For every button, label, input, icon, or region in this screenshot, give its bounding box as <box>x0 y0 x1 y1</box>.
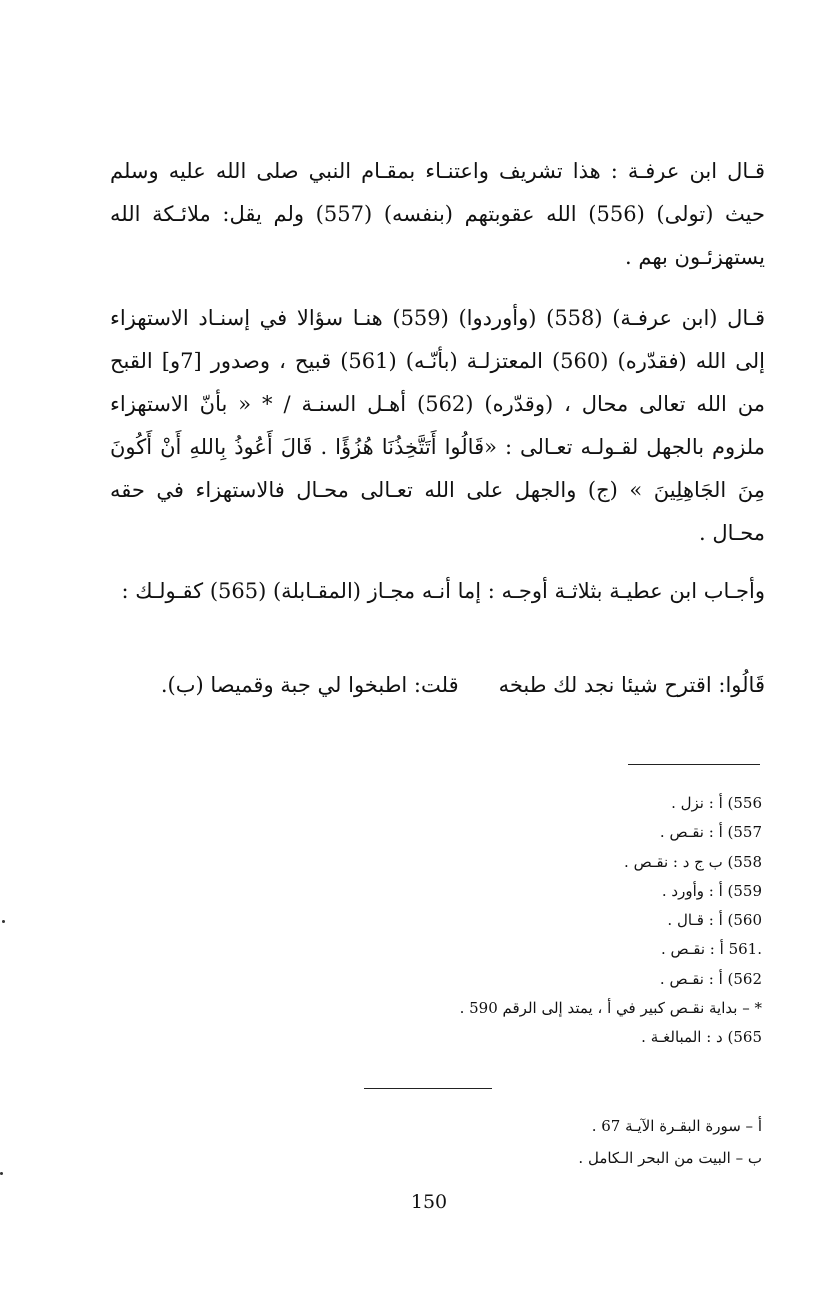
reference-item: أ – سورة البقـرة الآيـة 67 . <box>591 1117 762 1135</box>
references-list <box>250 1110 762 1174</box>
footnote-item: 560) أ : قـال . <box>667 911 762 930</box>
scan-speck <box>2 920 5 923</box>
footnote-item: 562) أ : نقـص . <box>659 969 762 988</box>
footnote-item: 565) د : المبالغـة . <box>641 1028 762 1047</box>
footnote-item: * – بداية نقـص كبير في أ ، يمتد إلى الرقم 590 . <box>459 999 762 1018</box>
verse-second-hemistich: قلت: اطبخوا لي جبة وقميصا (ب). <box>160 673 459 697</box>
verse-first-hemistich: قَالُوا: اقترح شيئا نجد لك طبخه <box>498 673 765 697</box>
footnote-item: 559) أ : وأورد . <box>661 881 762 900</box>
paragraph-1: قـال ابن عرفـة : هذا تشريف واعتنـاء بمقـام النبي صلى الله عليه وسلم حيث (تولى) (556) الله عقوبتهم (بنفسه) (557) ولم يقل: ملائـكة الله يستهزئـون بهم . <box>110 159 765 269</box>
paragraph-3: وأجـاب ابن عطيـة بثلاثـة أوجـه : إما أنـه مجـاز (المقـابلة) (565) كقـولـك : <box>121 579 765 603</box>
footnote-separator <box>628 764 760 765</box>
reference-separator <box>364 1088 492 1089</box>
poetry-verse <box>110 664 765 707</box>
page-number: 150 <box>410 1191 448 1213</box>
footnote-item: 557) أ : نقـص . <box>659 823 762 842</box>
footnotes-list <box>250 789 762 1053</box>
footnote-item: 556) أ : نزل . <box>671 794 762 812</box>
scan-speck <box>0 1172 3 1175</box>
footnote-item: 558) ب ج د : نقـص . <box>624 852 762 871</box>
footnote-item: .561 أ : نقـص . <box>660 940 762 959</box>
paragraph-2: قـال (ابن عرفـة) (558) (وأوردوا) (559) هنـا سؤالا في إسنـاد الاستهزاء إلى الله (فقدّره) (560) المعتزلـة (بأنّـه) (561) قبيح ، وصدور [7و] القبح من الله تعالى محال ، (وقدّره) (562) أهـل السنـة / * « بأنّ الاستهزاء ملزوم بالجهل لقـولـه تعـالى : «قَالُوا أَتَتَّخِذُنَا هُزُؤًا . قَالَ أَعُوذُ بِاللهِ أَنْ أَكُونَ مِنَ الجَاهِلِينَ » (ج) والجهل على الله تعـالى محـال فالاستهزاء في حقه محـال . <box>110 306 765 545</box>
reference-item: ب – البيت من البحر الـكامل . <box>578 1149 762 1167</box>
